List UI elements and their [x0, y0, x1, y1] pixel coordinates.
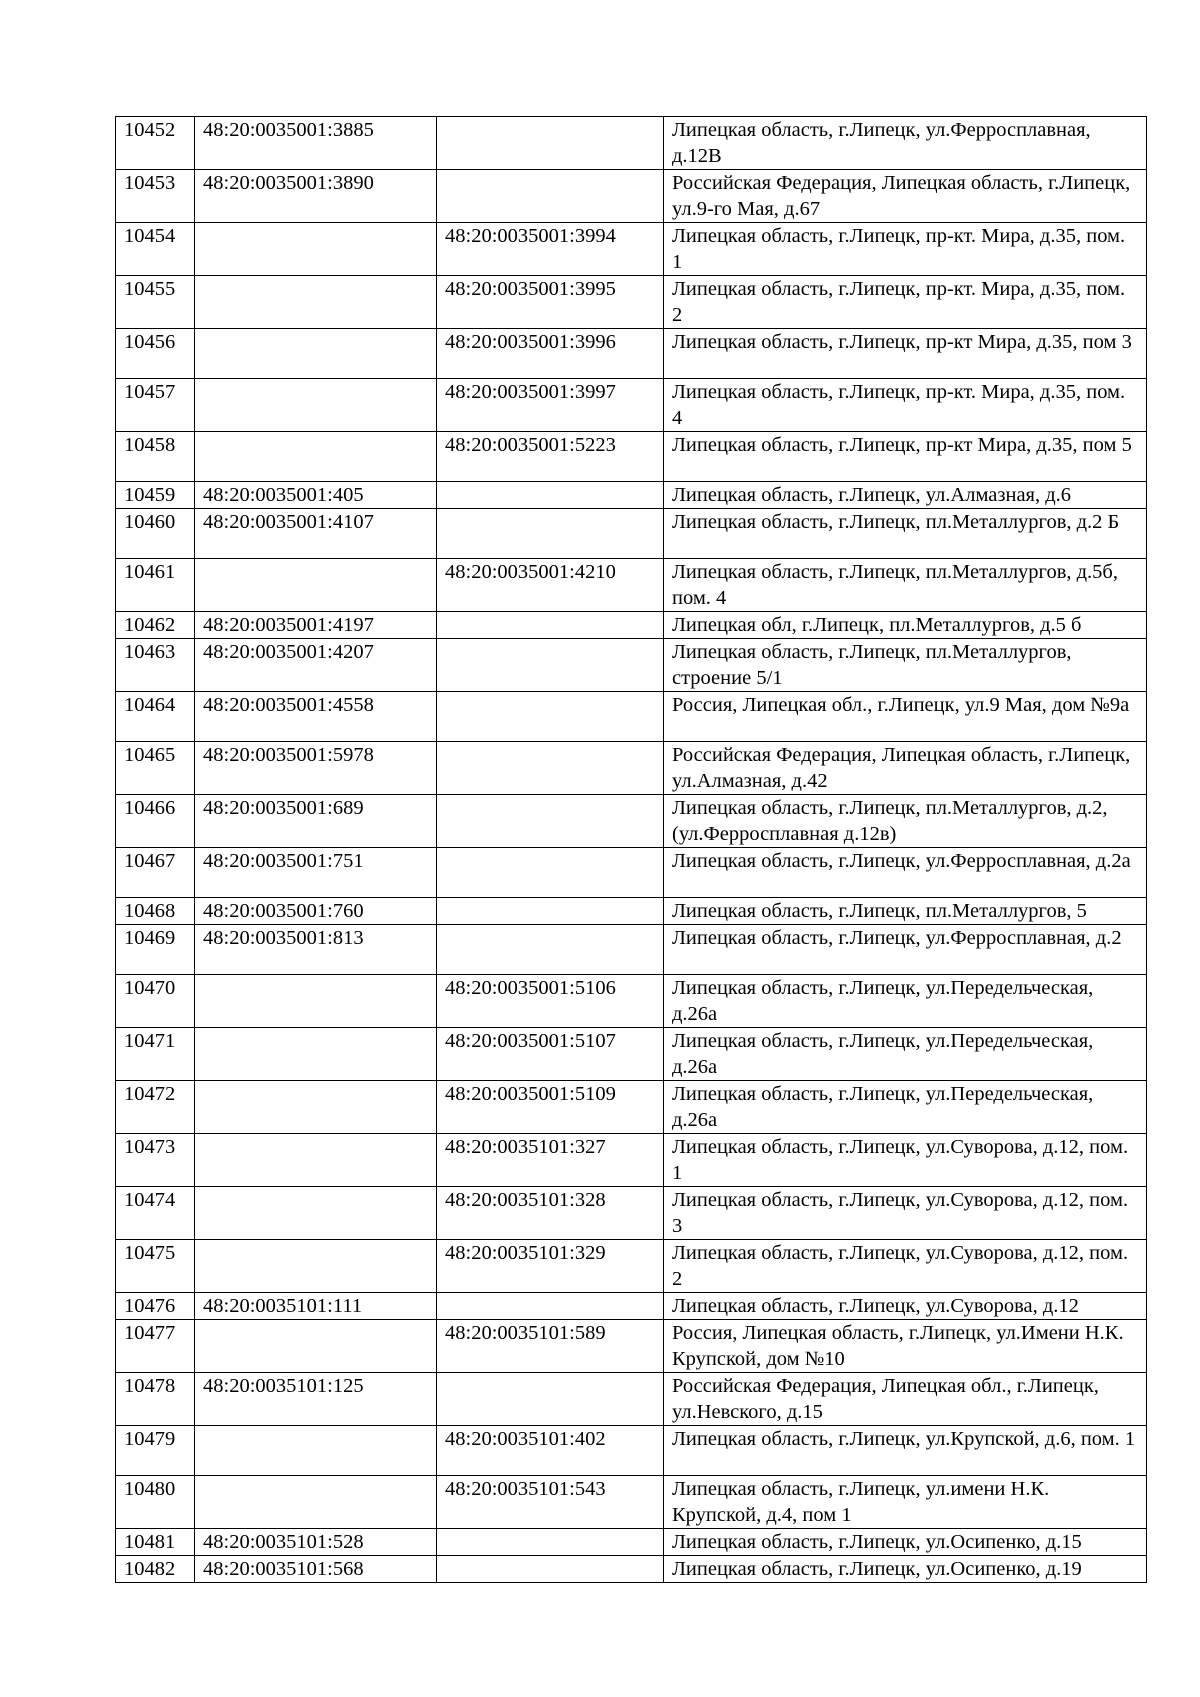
row-number-cell: 10453	[116, 170, 195, 223]
building-cadastral-number-cell	[437, 1556, 664, 1583]
table-row	[116, 379, 1147, 432]
land-cadastral-number-cell: 48:20:0035101:568	[195, 1556, 437, 1583]
land-cadastral-number-cell: 48:20:0035001:760	[195, 898, 437, 925]
land-cadastral-number-cell: 48:20:0035001:689	[195, 795, 437, 848]
building-cadastral-number-cell	[437, 639, 664, 692]
address-cell: Липецкая область, г.Липецк, ул.Суворова, д.12, пом. 3	[664, 1187, 1147, 1240]
table-row	[116, 276, 1147, 329]
address-cell: Липецкая область, г.Липецк, ул.Передельческая, д.26а	[664, 1028, 1147, 1081]
row-number-cell: 10465	[116, 742, 195, 795]
building-cadastral-number-cell: 48:20:0035001:5106	[437, 975, 664, 1028]
land-cadastral-number-cell: 48:20:0035001:5978	[195, 742, 437, 795]
table-row	[116, 482, 1147, 509]
table-row	[116, 1476, 1147, 1529]
land-cadastral-number-cell: 48:20:0035001:405	[195, 482, 437, 509]
address-cell: Липецкая область, г.Липецк, пл.Металлургов, строение 5/1	[664, 639, 1147, 692]
building-cadastral-number-cell	[437, 795, 664, 848]
address-cell: Липецкая область, г.Липецк, пр-кт Мира, д.35, пом 3	[664, 329, 1147, 379]
building-cadastral-number-cell: 48:20:0035001:3994	[437, 223, 664, 276]
address-cell: Липецкая область, г.Липецк, ул.Суворова, д.12, пом. 1	[664, 1134, 1147, 1187]
building-cadastral-number-cell: 48:20:0035001:3997	[437, 379, 664, 432]
row-number-cell: 10474	[116, 1187, 195, 1240]
row-number-cell: 10454	[116, 223, 195, 276]
building-cadastral-number-cell	[437, 742, 664, 795]
address-cell: Липецкая область, г.Липецк, ул.Крупской, д.6, пом. 1	[664, 1426, 1147, 1476]
row-number-cell: 10470	[116, 975, 195, 1028]
row-number-cell: 10477	[116, 1320, 195, 1373]
building-cadastral-number-cell: 48:20:0035101:589	[437, 1320, 664, 1373]
address-cell: Липецкая область, г.Липецк, ул.Передельческая, д.26а	[664, 1081, 1147, 1134]
table-row	[116, 432, 1147, 482]
row-number-cell: 10461	[116, 559, 195, 612]
address-cell: Россия, Липецкая область, г.Липецк, ул.Имени Н.К. Крупской, дом №10	[664, 1320, 1147, 1373]
address-cell: Липецкая область, г.Липецк, пр-кт. Мира, д.35, пом. 2	[664, 276, 1147, 329]
table-row	[116, 223, 1147, 276]
row-number-cell: 10478	[116, 1373, 195, 1426]
table-row	[116, 925, 1147, 975]
row-number-cell: 10468	[116, 898, 195, 925]
row-number-cell: 10475	[116, 1240, 195, 1293]
table-row	[116, 1187, 1147, 1240]
table-row	[116, 1240, 1147, 1293]
table-row	[116, 1426, 1147, 1476]
row-number-cell: 10471	[116, 1028, 195, 1081]
address-cell: Липецкая область, г.Липецк, ул.Суворова, д.12	[664, 1293, 1147, 1320]
registry-table	[115, 116, 1147, 1583]
land-cadastral-number-cell	[195, 223, 437, 276]
land-cadastral-number-cell: 48:20:0035001:4107	[195, 509, 437, 559]
table-row	[116, 1293, 1147, 1320]
table-row	[116, 848, 1147, 898]
row-number-cell: 10464	[116, 692, 195, 742]
row-number-cell: 10457	[116, 379, 195, 432]
row-number-cell: 10472	[116, 1081, 195, 1134]
building-cadastral-number-cell: 48:20:0035001:5223	[437, 432, 664, 482]
table-row	[116, 509, 1147, 559]
land-cadastral-number-cell	[195, 379, 437, 432]
land-cadastral-number-cell: 48:20:0035001:813	[195, 925, 437, 975]
address-cell: Липецкая область, г.Липецк, пл.Металлургов, д.2, (ул.Ферросплавная д.12в)	[664, 795, 1147, 848]
land-cadastral-number-cell: 48:20:0035101:528	[195, 1529, 437, 1556]
row-number-cell: 10452	[116, 117, 195, 170]
row-number-cell: 10460	[116, 509, 195, 559]
row-number-cell: 10473	[116, 1134, 195, 1187]
land-cadastral-number-cell	[195, 1081, 437, 1134]
building-cadastral-number-cell	[437, 692, 664, 742]
row-number-cell: 10481	[116, 1529, 195, 1556]
building-cadastral-number-cell	[437, 612, 664, 639]
building-cadastral-number-cell	[437, 925, 664, 975]
land-cadastral-number-cell: 48:20:0035101:111	[195, 1293, 437, 1320]
row-number-cell: 10480	[116, 1476, 195, 1529]
table-row	[116, 170, 1147, 223]
address-cell: Липецкая область, г.Липецк, пр-кт. Мира, д.35, пом. 1	[664, 223, 1147, 276]
address-cell: Липецкая область, г.Липецк, ул.Ферросплавная, д.12В	[664, 117, 1147, 170]
row-number-cell: 10482	[116, 1556, 195, 1583]
address-cell: Липецкая область, г.Липецк, пл.Металлургов, 5	[664, 898, 1147, 925]
row-number-cell: 10458	[116, 432, 195, 482]
table-row	[116, 742, 1147, 795]
table-row	[116, 1134, 1147, 1187]
address-cell: Липецкая область, г.Липецк, ул.Передельческая, д.26а	[664, 975, 1147, 1028]
building-cadastral-number-cell: 48:20:0035101:329	[437, 1240, 664, 1293]
row-number-cell: 10455	[116, 276, 195, 329]
building-cadastral-number-cell	[437, 848, 664, 898]
building-cadastral-number-cell	[437, 1529, 664, 1556]
address-cell: Липецкая область, г.Липецк, пл.Металлургов, д.2 Б	[664, 509, 1147, 559]
land-cadastral-number-cell: 48:20:0035101:125	[195, 1373, 437, 1426]
table-row	[116, 612, 1147, 639]
table-row	[116, 1373, 1147, 1426]
row-number-cell: 10467	[116, 848, 195, 898]
row-number-cell: 10469	[116, 925, 195, 975]
table-row	[116, 559, 1147, 612]
address-cell: Российская Федерация, Липецкая область, г.Липецк, ул.Алмазная, д.42	[664, 742, 1147, 795]
address-cell: Липецкая область, г.Липецк, пл.Металлургов, д.5б, пом. 4	[664, 559, 1147, 612]
land-cadastral-number-cell	[195, 329, 437, 379]
land-cadastral-number-cell	[195, 1240, 437, 1293]
land-cadastral-number-cell: 48:20:0035001:4197	[195, 612, 437, 639]
row-number-cell: 10456	[116, 329, 195, 379]
building-cadastral-number-cell: 48:20:0035101:543	[437, 1476, 664, 1529]
address-cell: Липецкая область, г.Липецк, пр-кт. Мира, д.35, пом. 4	[664, 379, 1147, 432]
building-cadastral-number-cell	[437, 1373, 664, 1426]
table-row	[116, 1529, 1147, 1556]
row-number-cell: 10466	[116, 795, 195, 848]
land-cadastral-number-cell	[195, 559, 437, 612]
row-number-cell: 10459	[116, 482, 195, 509]
land-cadastral-number-cell	[195, 1476, 437, 1529]
land-cadastral-number-cell	[195, 1320, 437, 1373]
address-cell: Липецкая область, г.Липецк, ул.Осипенко, д.15	[664, 1529, 1147, 1556]
building-cadastral-number-cell: 48:20:0035101:328	[437, 1187, 664, 1240]
building-cadastral-number-cell: 48:20:0035001:3995	[437, 276, 664, 329]
building-cadastral-number-cell	[437, 1293, 664, 1320]
table-row	[116, 898, 1147, 925]
land-cadastral-number-cell: 48:20:0035001:4558	[195, 692, 437, 742]
registry-table-body	[116, 117, 1147, 1583]
land-cadastral-number-cell	[195, 1187, 437, 1240]
table-row	[116, 1028, 1147, 1081]
table-row	[116, 795, 1147, 848]
building-cadastral-number-cell	[437, 117, 664, 170]
building-cadastral-number-cell: 48:20:0035001:5107	[437, 1028, 664, 1081]
address-cell: Липецкая область, г.Липецк, ул.Ферросплавная, д.2а	[664, 848, 1147, 898]
address-cell: Липецкая область, г.Липецк, ул.Осипенко, д.19	[664, 1556, 1147, 1583]
table-row	[116, 975, 1147, 1028]
building-cadastral-number-cell	[437, 482, 664, 509]
table-row	[116, 1556, 1147, 1583]
building-cadastral-number-cell: 48:20:0035001:4210	[437, 559, 664, 612]
table-row	[116, 639, 1147, 692]
row-number-cell: 10462	[116, 612, 195, 639]
row-number-cell: 10479	[116, 1426, 195, 1476]
address-cell: Российская Федерация, Липецкая область, г.Липецк, ул.9-го Мая, д.67	[664, 170, 1147, 223]
table-row	[116, 1320, 1147, 1373]
address-cell: Липецкая область, г.Липецк, ул.имени Н.К. Крупской, д.4, пом 1	[664, 1476, 1147, 1529]
row-number-cell: 10476	[116, 1293, 195, 1320]
land-cadastral-number-cell	[195, 975, 437, 1028]
land-cadastral-number-cell	[195, 1028, 437, 1081]
table-row	[116, 117, 1147, 170]
table-row	[116, 329, 1147, 379]
land-cadastral-number-cell: 48:20:0035001:3890	[195, 170, 437, 223]
table-row	[116, 692, 1147, 742]
building-cadastral-number-cell: 48:20:0035101:402	[437, 1426, 664, 1476]
land-cadastral-number-cell: 48:20:0035001:4207	[195, 639, 437, 692]
table-row	[116, 1081, 1147, 1134]
address-cell: Липецкая область, г.Липецк, ул.Ферросплавная, д.2	[664, 925, 1147, 975]
building-cadastral-number-cell	[437, 170, 664, 223]
building-cadastral-number-cell	[437, 509, 664, 559]
address-cell: Липецкая область, г.Липецк, ул.Алмазная, д.6	[664, 482, 1147, 509]
land-cadastral-number-cell: 48:20:0035001:751	[195, 848, 437, 898]
address-cell: Россия, Липецкая обл., г.Липецк, ул.9 Мая, дом №9а	[664, 692, 1147, 742]
address-cell: Российская Федерация, Липецкая обл., г.Липецк, ул.Невского, д.15	[664, 1373, 1147, 1426]
building-cadastral-number-cell: 48:20:0035101:327	[437, 1134, 664, 1187]
land-cadastral-number-cell	[195, 1134, 437, 1187]
land-cadastral-number-cell	[195, 1426, 437, 1476]
land-cadastral-number-cell	[195, 276, 437, 329]
row-number-cell: 10463	[116, 639, 195, 692]
building-cadastral-number-cell: 48:20:0035001:3996	[437, 329, 664, 379]
address-cell: Липецкая область, г.Липецк, пр-кт Мира, д.35, пом 5	[664, 432, 1147, 482]
building-cadastral-number-cell	[437, 898, 664, 925]
land-cadastral-number-cell	[195, 432, 437, 482]
address-cell: Липецкая обл, г.Липецк, пл.Металлургов, д.5 б	[664, 612, 1147, 639]
address-cell: Липецкая область, г.Липецк, ул.Суворова, д.12, пом. 2	[664, 1240, 1147, 1293]
land-cadastral-number-cell: 48:20:0035001:3885	[195, 117, 437, 170]
building-cadastral-number-cell: 48:20:0035001:5109	[437, 1081, 664, 1134]
